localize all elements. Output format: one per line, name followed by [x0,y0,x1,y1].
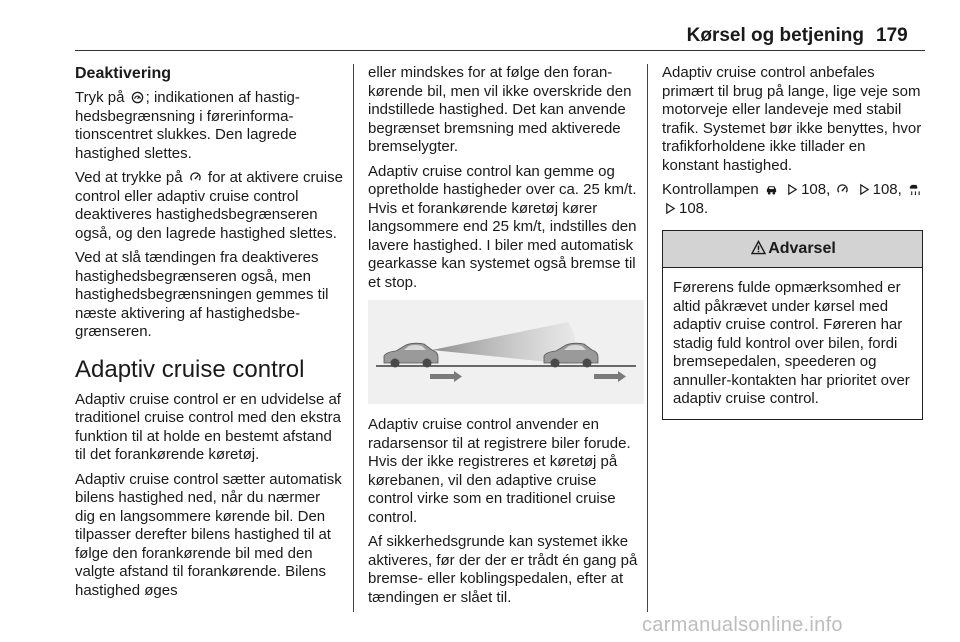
page-reference[interactable]: 108, [872,181,902,198]
paragraph [75,89,343,163]
header-divider [75,50,925,51]
watermark: carmanualsonline.info [642,614,843,636]
page-reference-arrow-icon [858,183,871,196]
direction-arrow-icon [430,371,462,382]
radar-illustration [368,300,644,404]
cruise-control-icon [189,171,202,184]
radar-diagram-svg [368,300,644,404]
warning-title: Advarsel [768,240,836,257]
cruise-control-icon [836,183,849,196]
text-span: ; indikationen af hastighedsbegrænsning i førerinformationscentret slukkes. Den lagrede hastighed slettes. [75,89,300,162]
column-divider-2 [647,64,648,612]
warning-body: Førerens fulde opmærksomhed er altid påkrævet under kørsel med adaptiv cruise control. Føreren har stadig fuld kontrol over bilen, fordi bremsepedalen, speederen og annuller-kontakten har prioritet over adaptiv cruise control. [673,279,910,407]
paragraph: Adaptiv cruise control anbefales primært til brug på lange, lige veje som motorveje eller landeveje med stabil trafik. Systemet bør ikke benyttes, hvor trafikforholdene ikke tillader en konstant hastighed. [662,64,922,174]
text-span: Kontrollampen [662,181,759,198]
paragraph: Adaptiv cruise control kan gemme og opretholde hastigheder over ca. 25 km/t. Hvis et forankørende køretøj kører langsommere end 25 km/t, indstilles den lavere hastighed. I biler med automatisk gearkasse kan systemet også bremse til et stop. [368,162,637,291]
page-reference[interactable]: 108. [679,199,709,217]
column-divider-1 [353,64,354,612]
paragraph: eller mindskes for at følge den forankørende bil, men vil ikke overskride den indstillede hastighed. Det kan anvende begrænset bremsning med aktiverede bremselygter. [368,64,632,155]
direction-arrow-icon [594,371,626,382]
page-reference-arrow-icon [664,202,677,215]
text-span: for at aktivere cruise control eller adaptiv cruise control deaktiveres hastighedsbegrænseren også, og den lagrede hastighed slettes. [75,169,343,242]
page-reference[interactable]: 108, [801,181,831,198]
warning-box [662,230,923,420]
text-span: Ved at trykke på [75,169,183,186]
own-car-icon [384,343,438,367]
column-3 [662,64,926,420]
paragraph [662,181,926,218]
adaptive-cruise-control-icon [908,183,921,196]
paragraph: Adaptiv cruise control anvender en radarsensor til at registrere biler forude. Hvis der ikke registreres et køretøj på kørebanen, vil den adaptive cruise control virke som en traditionel cruise control. [368,416,631,526]
paragraph: Adaptiv cruise control er en udvidelse af traditionel cruise control med den ekstra funktion til at holde en bestemt afstand til det forankørende køretøj. [75,390,341,463]
paragraph: Af sikkerhedsgrunde kan systemet ikke aktiveres, før der der er trådt én gang på bremse- eller koblingspedalen, efter at tændingen er slået til. [368,533,638,606]
paragraph: Adaptiv cruise control sætter automatisk bilens hastighed ned, når du nærmer dig en langsommere kørende bil. Den tilpasser derefter bilens hastighed til at følge den forankørende bil med den valgte afstand til forankørende. Bilens hastighed øges [75,470,342,599]
column-2 [368,64,640,613]
warning-triangle-icon [751,240,766,255]
warning-header [663,231,922,268]
section-heading: Adaptiv cruise control [75,355,305,383]
text-span: Tryk på [75,89,125,106]
page-reference-arrow-icon [786,183,799,196]
speed-limiter-icon [131,91,144,104]
column-1 [75,64,343,606]
paragraph [75,169,343,243]
deactivation-heading: Deaktivering [75,65,172,82]
running-header-title: Kørsel og betjening [686,25,864,46]
paragraph: Ved at slå tændingen fra deaktiveres hastighedsbegrænseren også, men hastighedsbegrænsningen gemmes til næste aktivering af hastighedsbegrænseren. [75,249,329,340]
page-number: 179 [876,25,908,46]
vehicle-ahead-indicator-icon [765,183,778,196]
